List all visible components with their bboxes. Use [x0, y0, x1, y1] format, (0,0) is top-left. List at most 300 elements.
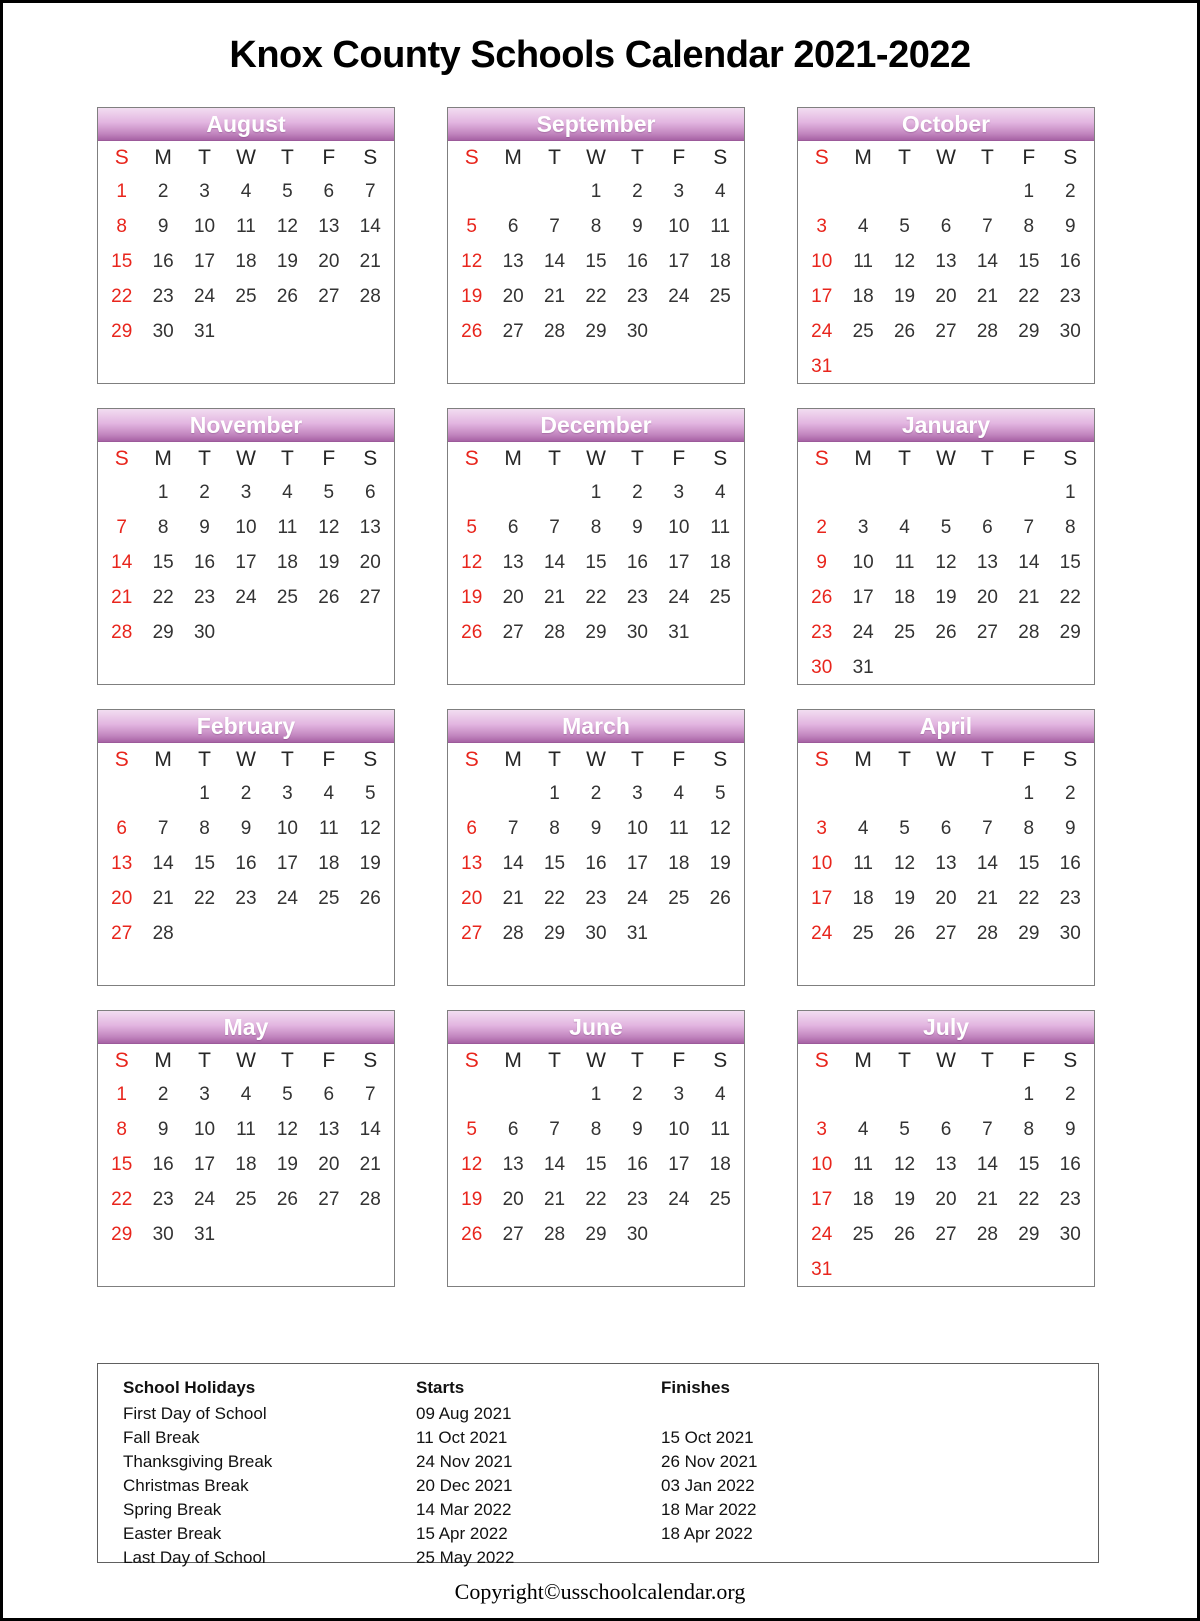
weekday-label: F — [322, 446, 336, 470]
day-cell: 24 — [811, 922, 833, 944]
day-cell — [700, 615, 741, 650]
day-cell: 17 — [193, 1153, 216, 1175]
weekday-label: F — [322, 145, 336, 169]
day-cell — [842, 349, 883, 384]
day-cell: 24 — [668, 586, 690, 608]
day-cell: 7 — [507, 817, 519, 839]
day-cell: 5 — [940, 516, 952, 538]
weekday-label: T — [630, 145, 644, 169]
day-cell: 26 — [461, 621, 483, 643]
week-row — [448, 776, 744, 811]
day-cell: 3 — [282, 782, 293, 804]
day-cell: 4 — [714, 1083, 726, 1105]
week-row — [98, 846, 394, 881]
day-cell: 30 — [626, 621, 648, 643]
weekday-row — [798, 141, 1094, 174]
day-cell: 8 — [116, 1118, 127, 1140]
month-title: May — [223, 1013, 269, 1040]
day-cell: 9 — [1064, 817, 1076, 839]
weekday-label: T — [980, 145, 994, 169]
day-cell: 2 — [157, 180, 169, 202]
holiday-name: Thanksgiving Break — [123, 1452, 273, 1471]
weekday-label: T — [548, 747, 561, 771]
month-title: January — [901, 411, 991, 438]
day-cell — [801, 475, 842, 510]
day-cell: 13 — [502, 250, 524, 272]
month-title: July — [922, 1013, 970, 1040]
day-cell: 25 — [318, 887, 340, 909]
weekday-row — [98, 442, 394, 475]
day-cell: 5 — [899, 817, 910, 839]
day-cell: 28 — [502, 922, 524, 944]
weekday-label: M — [154, 446, 172, 470]
day-cell: 17 — [668, 551, 690, 573]
day-cell: 10 — [811, 250, 833, 272]
day-cell: 5 — [282, 180, 293, 202]
weekday-label: S — [713, 446, 728, 470]
day-cell: 28 — [152, 922, 174, 944]
day-cell — [308, 1217, 349, 1252]
months-grid — [3, 107, 1197, 1287]
month-header — [98, 1011, 394, 1044]
day-cell — [884, 1077, 925, 1112]
day-cell: 16 — [152, 1153, 174, 1175]
day-cell: 30 — [1059, 922, 1081, 944]
holiday-name: Christmas Break — [123, 1476, 249, 1495]
day-cell: 29 — [111, 320, 133, 342]
day-cell: 28 — [976, 922, 998, 944]
month-header — [798, 710, 1094, 743]
day-cell: 18 — [852, 285, 874, 307]
month-calendar-september — [447, 107, 745, 384]
week-row — [98, 279, 394, 314]
day-cell — [700, 1217, 741, 1252]
day-cell: 21 — [976, 1188, 998, 1210]
weekday-row — [98, 743, 394, 776]
day-cell: 16 — [585, 852, 607, 874]
day-cell: 28 — [543, 621, 566, 643]
day-cell: 25 — [852, 320, 874, 342]
day-cell: 1 — [590, 481, 602, 503]
day-cell: 29 — [585, 320, 607, 342]
day-cell: 2 — [1064, 1083, 1076, 1105]
weekday-label: T — [198, 1048, 211, 1072]
holiday-row — [123, 1402, 1098, 1426]
day-cell: 29 — [152, 621, 174, 643]
day-cell: 19 — [893, 887, 916, 909]
day-cell — [658, 916, 699, 951]
day-cell: 25 — [709, 586, 731, 608]
day-cell: 8 — [1023, 1118, 1035, 1140]
month-title: December — [540, 411, 652, 438]
day-cell — [967, 349, 1008, 384]
day-cell: 22 — [543, 887, 566, 909]
day-cell: 19 — [461, 1188, 483, 1210]
month-header — [798, 1011, 1094, 1044]
day-cell: 25 — [852, 922, 874, 944]
day-cell — [451, 776, 492, 811]
week-row — [98, 174, 394, 209]
day-cell: 3 — [673, 180, 685, 202]
day-cell: 20 — [318, 250, 340, 272]
day-cell — [925, 1252, 966, 1287]
day-cell: 16 — [193, 551, 216, 573]
day-cell: 15 — [111, 250, 133, 272]
day-cell: 25 — [668, 887, 690, 909]
day-cell — [1050, 1252, 1091, 1287]
holiday-row — [123, 1474, 1098, 1498]
day-cell: 9 — [816, 551, 827, 573]
weekday-label: T — [198, 145, 211, 169]
day-cell: 24 — [811, 320, 833, 342]
day-cell: 9 — [1064, 215, 1076, 237]
holiday-finishes: 18 Mar 2022 — [661, 1500, 757, 1519]
week-row — [798, 475, 1094, 510]
month-calendar-january — [797, 408, 1095, 685]
day-cell: 23 — [811, 621, 833, 643]
week-row — [798, 1182, 1094, 1217]
day-cell: 2 — [240, 782, 252, 804]
day-cell: 12 — [893, 1153, 916, 1175]
day-cell: 14 — [976, 250, 998, 272]
day-cell: 22 — [152, 586, 174, 608]
day-cell: 20 — [976, 586, 998, 608]
day-cell — [267, 1217, 308, 1252]
day-cell: 5 — [323, 481, 335, 503]
day-cell: 18 — [709, 250, 731, 272]
day-cell: 26 — [811, 586, 833, 608]
day-cell: 26 — [893, 1223, 916, 1245]
day-cell: 17 — [193, 250, 216, 272]
week-row — [98, 510, 394, 545]
day-cell: 24 — [852, 621, 874, 643]
day-cell: 27 — [976, 621, 998, 643]
day-cell: 23 — [626, 285, 648, 307]
week-row — [448, 1112, 744, 1147]
day-cell — [842, 475, 883, 510]
week-row — [98, 811, 394, 846]
day-cell: 18 — [709, 1153, 731, 1175]
day-cell — [925, 776, 966, 811]
day-cell — [350, 916, 391, 951]
weekday-label: S — [814, 1048, 829, 1072]
month-calendar-march — [447, 709, 745, 986]
weekday-label: W — [236, 145, 256, 169]
day-cell: 26 — [359, 887, 381, 909]
weekday-label: S — [363, 1048, 378, 1072]
week-row — [448, 279, 744, 314]
weekday-label: F — [672, 747, 686, 771]
day-cell: 12 — [893, 852, 916, 874]
day-cell: 14 — [502, 852, 524, 874]
weekday-label: T — [198, 747, 211, 771]
day-cell: 6 — [940, 1118, 952, 1140]
day-cell: 10 — [852, 551, 874, 573]
day-cell — [308, 615, 349, 650]
day-cell — [925, 174, 966, 209]
day-cell: 30 — [152, 320, 174, 342]
month-calendar-december — [447, 408, 745, 685]
day-cell: 3 — [240, 481, 252, 503]
day-cell: 14 — [543, 551, 566, 573]
day-cell: 28 — [359, 285, 381, 307]
day-cell: 21 — [359, 250, 381, 272]
day-cell: 5 — [466, 215, 477, 237]
day-cell: 16 — [1059, 852, 1081, 874]
day-cell: 19 — [461, 285, 483, 307]
day-cell: 3 — [199, 180, 210, 202]
school-holidays-table — [97, 1363, 1099, 1567]
day-cell: 7 — [1023, 516, 1035, 538]
month-calendar-april — [797, 709, 1095, 986]
day-cell: 8 — [549, 817, 560, 839]
weekday-row — [798, 1044, 1094, 1077]
day-cell: 26 — [461, 1223, 483, 1245]
day-cell: 11 — [710, 215, 731, 237]
day-cell — [308, 314, 349, 349]
day-cell: 2 — [1064, 180, 1076, 202]
day-cell: 31 — [811, 1258, 833, 1280]
day-cell: 14 — [359, 1118, 381, 1140]
holiday-row — [123, 1498, 1098, 1522]
day-cell: 17 — [811, 285, 833, 307]
day-cell: 13 — [502, 1153, 524, 1175]
weekday-label: S — [1063, 145, 1078, 169]
day-cell: 16 — [626, 551, 648, 573]
week-row — [98, 1217, 394, 1252]
day-cell: 9 — [157, 1118, 169, 1140]
day-cell: 20 — [502, 586, 524, 608]
day-cell: 17 — [852, 586, 874, 608]
day-cell: 31 — [852, 656, 874, 678]
day-cell: 1 — [1023, 782, 1035, 804]
day-cell: 22 — [585, 586, 607, 608]
holiday-starts: 14 Mar 2022 — [416, 1500, 512, 1519]
holiday-starts: 25 May 2022 — [416, 1548, 515, 1567]
weekday-label: M — [854, 145, 872, 169]
day-cell: 22 — [111, 1188, 133, 1210]
month-title: March — [562, 712, 630, 739]
day-cell: 14 — [543, 1153, 566, 1175]
day-cell: 23 — [152, 285, 174, 307]
day-cell: 15 — [1018, 1153, 1040, 1175]
day-cell: 1 — [157, 481, 169, 503]
day-cell: 29 — [543, 922, 566, 944]
day-cell — [1008, 650, 1049, 685]
week-row — [798, 1112, 1094, 1147]
day-cell: 23 — [585, 887, 607, 909]
day-cell: 7 — [549, 516, 560, 538]
day-cell: 13 — [318, 215, 340, 237]
day-cell: 20 — [502, 285, 524, 307]
weekday-label: S — [1063, 747, 1078, 771]
day-cell: 21 — [976, 887, 998, 909]
weekday-label: S — [713, 1048, 728, 1072]
day-cell: 8 — [199, 817, 210, 839]
holiday-row — [123, 1546, 1098, 1570]
day-cell: 11 — [710, 1118, 731, 1140]
day-cell: 15 — [1059, 551, 1081, 573]
day-cell — [842, 1252, 883, 1287]
weekday-label: W — [586, 145, 606, 169]
day-cell: 1 — [116, 180, 127, 202]
weekday-label: S — [114, 1048, 129, 1072]
weekday-label: W — [936, 1048, 956, 1072]
weekday-label: T — [898, 446, 911, 470]
day-cell — [967, 1077, 1008, 1112]
weekday-row — [98, 1044, 394, 1077]
day-cell: 10 — [668, 1118, 690, 1140]
day-cell: 16 — [1059, 1153, 1081, 1175]
day-cell — [101, 475, 142, 510]
day-cell: 29 — [1059, 621, 1081, 643]
day-cell: 22 — [1018, 285, 1040, 307]
holiday-name: Easter Break — [123, 1524, 222, 1543]
holidays-header-name: School Holidays — [123, 1378, 256, 1397]
month-header — [98, 710, 394, 743]
day-cell — [534, 1077, 575, 1112]
week-row — [798, 209, 1094, 244]
day-cell: 30 — [811, 656, 833, 678]
weekday-label: S — [464, 145, 479, 169]
holiday-row — [123, 1522, 1098, 1546]
weekday-row — [448, 1044, 744, 1077]
day-cell: 27 — [502, 320, 524, 342]
weekday-row — [798, 743, 1094, 776]
day-cell: 23 — [626, 586, 648, 608]
day-cell — [801, 174, 842, 209]
day-cell: 2 — [1064, 782, 1076, 804]
day-cell: 29 — [1018, 1223, 1040, 1245]
weekday-label: M — [504, 747, 522, 771]
day-cell: 11 — [236, 215, 256, 237]
day-cell: 7 — [364, 180, 376, 202]
day-cell: 6 — [507, 516, 519, 538]
weekday-label: S — [814, 747, 829, 771]
day-cell: 7 — [549, 215, 560, 237]
weekday-label: T — [898, 1048, 911, 1072]
day-cell: 21 — [152, 887, 174, 909]
day-cell: 19 — [359, 852, 381, 874]
day-cell: 20 — [935, 887, 957, 909]
day-cell: 10 — [811, 1153, 833, 1175]
weekday-label: F — [322, 747, 336, 771]
day-cell — [184, 916, 225, 951]
weekday-label: F — [672, 145, 686, 169]
week-row — [798, 174, 1094, 209]
holiday-name: Fall Break — [123, 1428, 200, 1447]
day-cell: 24 — [811, 1223, 833, 1245]
month-calendar-november — [97, 408, 395, 685]
weekday-label: T — [980, 747, 994, 771]
holiday-finishes — [661, 1546, 1098, 1570]
day-cell: 8 — [116, 215, 127, 237]
day-cell — [884, 776, 925, 811]
month-calendar-october — [797, 107, 1095, 384]
weekday-label: F — [1022, 145, 1036, 169]
weekday-label: S — [464, 1048, 479, 1072]
page-title: Knox County Schools Calendar 2021-2022 — [229, 33, 971, 76]
weekday-label: T — [630, 446, 644, 470]
day-cell: 14 — [976, 852, 998, 874]
day-cell — [925, 650, 966, 685]
holiday-finishes: 26 Nov 2021 — [661, 1452, 758, 1471]
day-cell: 22 — [1018, 1188, 1040, 1210]
day-cell: 31 — [811, 355, 833, 377]
day-cell: 30 — [193, 621, 216, 643]
day-cell: 12 — [893, 250, 916, 272]
day-cell: 29 — [1018, 922, 1040, 944]
day-cell: 11 — [236, 1118, 256, 1140]
day-cell: 19 — [276, 1153, 298, 1175]
day-cell: 3 — [816, 1118, 827, 1140]
day-cell: 1 — [590, 180, 602, 202]
day-cell: 6 — [116, 817, 127, 839]
weekday-label: T — [280, 145, 294, 169]
weekday-label: T — [630, 1048, 644, 1072]
day-cell: 26 — [893, 922, 916, 944]
weekday-label: S — [464, 747, 479, 771]
week-row — [98, 545, 394, 580]
day-cell — [267, 314, 308, 349]
day-cell — [658, 314, 699, 349]
day-cell: 21 — [976, 285, 998, 307]
day-cell: 25 — [235, 285, 257, 307]
day-cell: 11 — [853, 1153, 873, 1175]
month-title: November — [189, 411, 303, 438]
day-cell: 14 — [359, 215, 381, 237]
day-cell: 12 — [461, 1153, 483, 1175]
day-cell: 19 — [709, 852, 731, 874]
day-cell — [658, 1217, 699, 1252]
day-cell: 25 — [893, 621, 916, 643]
month-title: June — [569, 1013, 623, 1040]
day-cell — [492, 174, 533, 209]
day-cell: 8 — [1023, 215, 1035, 237]
month-header — [798, 409, 1094, 442]
month-calendar-february — [97, 709, 395, 986]
day-cell — [884, 349, 925, 384]
day-cell: 9 — [199, 516, 210, 538]
weekday-label: M — [854, 446, 872, 470]
day-cell — [967, 650, 1008, 685]
day-cell: 9 — [1064, 1118, 1076, 1140]
weekday-row — [448, 442, 744, 475]
day-cell — [451, 1077, 492, 1112]
week-row — [798, 244, 1094, 279]
day-cell: 9 — [157, 215, 169, 237]
day-cell: 8 — [590, 516, 602, 538]
month-header — [448, 710, 744, 743]
day-cell: 19 — [276, 250, 298, 272]
holiday-row — [123, 1450, 1098, 1474]
day-cell: 5 — [899, 1118, 910, 1140]
weekday-label: T — [548, 145, 561, 169]
week-row — [98, 580, 394, 615]
holiday-name: First Day of School — [123, 1404, 267, 1423]
day-cell: 21 — [543, 285, 566, 307]
copyright-text: Copyright©usschoolcalendar.org — [454, 1579, 746, 1604]
day-cell: 15 — [111, 1153, 133, 1175]
day-cell: 6 — [507, 1118, 519, 1140]
day-cell: 18 — [852, 1188, 874, 1210]
day-cell: 24 — [276, 887, 298, 909]
month-title: September — [536, 110, 656, 137]
holiday-starts: 11 Oct 2021 — [416, 1428, 508, 1447]
day-cell: 13 — [502, 551, 524, 573]
weekday-label: W — [936, 747, 956, 771]
day-cell: 10 — [668, 516, 690, 538]
